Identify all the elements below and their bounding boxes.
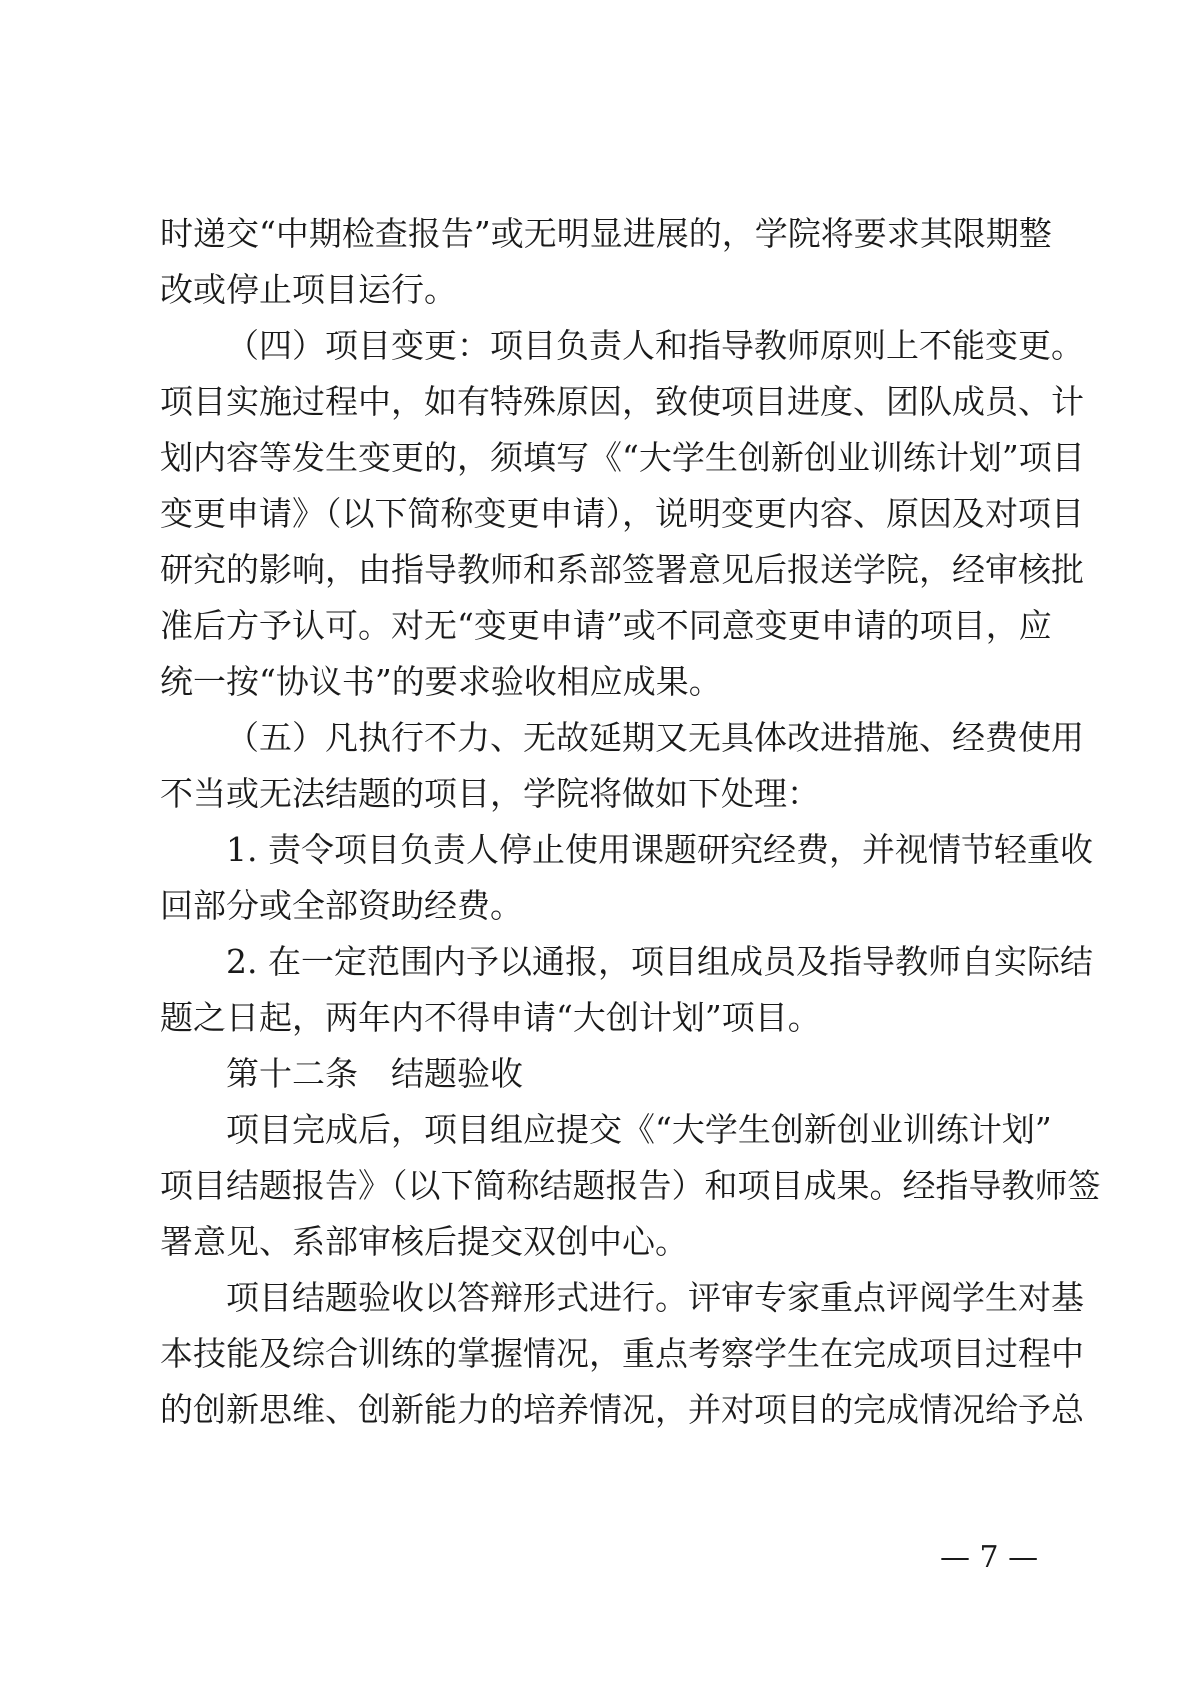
text-line: （四）项目变更：项目负责人和指导教师原则上不能变更。: [226, 326, 1084, 365]
article-title: 结题验收: [391, 1054, 523, 1093]
text-line: 研究的影响，由指导教师和系部签署意见后报送学院，经审核批: [160, 550, 1084, 589]
text-line: 回部分或全部资助经费。: [160, 886, 523, 925]
paragraph-block-before: [160, 206, 1093, 1046]
text-line: 划内容等发生变更的，须填写《“大学生创新创业训练计划”项目: [160, 438, 1085, 477]
page-number: — 7 —: [940, 1540, 1039, 1575]
text-line: 统一按“协议书”的要求验收相应成果。: [160, 662, 722, 701]
text-line: 2. 在一定范围内予以通报，项目组成员及指导教师自实际结: [226, 942, 1093, 981]
document-body: [160, 206, 1101, 1438]
text-line: 变更申请》（以下简称变更申请），说明变更内容、原因及对项目: [160, 494, 1084, 533]
text-line: 改或停止项目运行。: [160, 270, 457, 309]
text-line: 本技能及综合训练的掌握情况，重点考察学生在完成项目过程中: [160, 1334, 1084, 1373]
article-heading: [160, 1046, 1040, 1102]
text-line: 准后方予认可。对无“变更申请”或不同意变更申请的项目，应: [160, 606, 1052, 645]
article-number: 第十二条: [226, 1054, 358, 1093]
text-line: 不当或无法结题的项目，学院将做如下处理：: [160, 774, 820, 813]
text-line: 1. 责令项目负责人停止使用课题研究经费，并视情节轻重收: [226, 830, 1093, 869]
text-line: （五）凡执行不力、无故延期又无具体改进措施、经费使用: [226, 718, 1084, 757]
text-line: 时递交“中期检查报告”或无明显进展的，学院将要求其限期整: [160, 214, 1052, 253]
text-line: 署意见、系部审核后提交双创中心。: [160, 1222, 688, 1261]
text-line: 项目结题验收以答辩形式进行。评审专家重点评阅学生对基: [226, 1278, 1084, 1317]
text-line: 项目结题报告》（以下简称结题报告）和项目成果。经指导教师签: [160, 1166, 1101, 1205]
text-line: 题之日起，两年内不得申请“大创计划”项目。: [160, 998, 821, 1037]
text-line: 的创新思维、创新能力的培养情况，并对项目的完成情况给予总: [160, 1390, 1084, 1429]
text-line: 项目实施过程中，如有特殊原因，致使项目进度、团队成员、计: [160, 382, 1084, 421]
paragraph-block-after: [160, 1102, 1101, 1438]
text-line: 项目完成后，项目组应提交《“大学生创新创业训练计划”: [226, 1110, 1052, 1149]
